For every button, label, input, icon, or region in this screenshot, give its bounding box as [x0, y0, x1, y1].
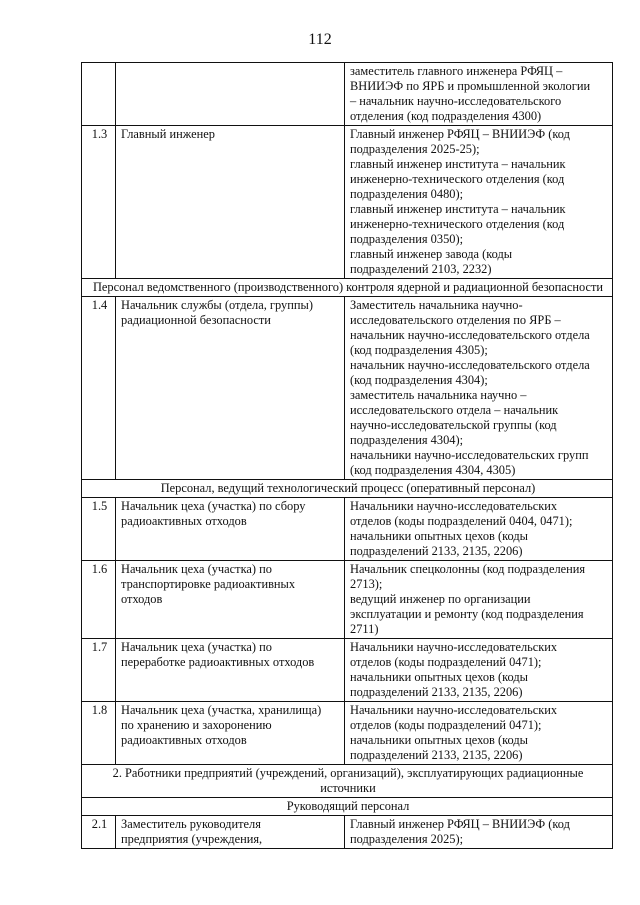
section-title: Руководящий персонал	[82, 798, 613, 816]
row-number: 1.5	[82, 498, 116, 561]
unit-line: начальники опытных цехов (коды	[350, 733, 528, 747]
unit-line: начальники опытных цехов (коды	[350, 529, 528, 543]
unit-line: подразделения 4304);	[350, 433, 464, 447]
position-line: радиоактивных отходов	[121, 514, 247, 528]
unit-line: научно-исследовательской группы (код	[350, 418, 557, 432]
section-header-row	[82, 798, 613, 816]
units-cell	[345, 816, 613, 849]
position-line: Начальник цеха (участка) по	[121, 640, 272, 654]
unit-line: ВНИИЭФ по ЯРБ и промышленной экологии	[350, 79, 591, 93]
unit-line: заместитель начальника научно –	[350, 388, 527, 402]
unit-line: подразделения 0350);	[350, 232, 464, 246]
section-header-row	[82, 480, 613, 498]
unit-line: главный инженер завода (коды	[350, 247, 513, 261]
table-row	[82, 561, 613, 639]
unit-line: подразделения 2025);	[350, 832, 464, 846]
unit-line: 2713);	[350, 577, 383, 591]
unit-line: подразделений 2133, 2135, 2206)	[350, 544, 523, 558]
unit-line: Начальники научно-исследовательских	[350, 703, 558, 717]
unit-line: – начальник научно-исследовательского	[350, 94, 562, 108]
row-number: 1.4	[82, 297, 116, 480]
position-cell	[116, 297, 345, 480]
unit-line: Заместитель начальника научно-	[350, 298, 523, 312]
unit-line: Начальники научно-исследовательских	[350, 499, 558, 513]
position-cell: Главный инженер	[116, 126, 345, 279]
unit-line: Главный инженер РФЯЦ – ВНИИЭФ (код	[350, 127, 570, 141]
unit-line: инженерно-технического отделения (код	[350, 172, 565, 186]
unit-line: начальник научно-исследовательского отдела	[350, 328, 590, 342]
unit-line: главный инженер института – начальник	[350, 157, 566, 171]
unit-line: отделов (коды подразделений 0404, 0471);	[350, 514, 573, 528]
units-cell	[345, 297, 613, 480]
section-title: 2. Работники предприятий (учреждений, организаций), эксплуатирующих радиационные источники	[82, 765, 613, 798]
row-number: 2.1	[82, 816, 116, 849]
row-number: 1.3	[82, 126, 116, 279]
row-number	[82, 63, 116, 126]
position-cell	[116, 702, 345, 765]
unit-line: подразделения 0480);	[350, 187, 464, 201]
unit-line: исследовательского отдела – начальник	[350, 403, 559, 417]
table-row	[82, 639, 613, 702]
unit-line: начальник научно-исследовательского отдела	[350, 358, 590, 372]
section-header-row	[82, 765, 613, 798]
table-row	[82, 498, 613, 561]
section-title: Персонал, ведущий технологический процесс (оперативный персонал)	[82, 480, 613, 498]
position-line: Начальник службы (отдела, группы)	[121, 298, 313, 312]
table-row	[82, 702, 613, 765]
unit-line: отделов (коды подразделений 0471);	[350, 655, 542, 669]
page-number: 112	[308, 31, 332, 48]
table-row	[82, 126, 613, 279]
position-line: Начальник цеха (участка) по	[121, 562, 272, 576]
position-line: Заместитель руководителя	[121, 817, 261, 831]
units-cell	[345, 498, 613, 561]
unit-line: (код подразделения 4304);	[350, 373, 488, 387]
units-cell	[345, 126, 613, 279]
position-line: радиационной безопасности	[121, 313, 271, 327]
position-line: Начальник цеха (участка) по сбору	[121, 499, 306, 513]
unit-line: инженерно-технического отделения (код	[350, 217, 565, 231]
unit-line: Начальник спецколонны (код подразделения	[350, 562, 586, 576]
row-number: 1.6	[82, 561, 116, 639]
unit-line: исследовательского отделения по ЯРБ –	[350, 313, 561, 327]
position-cell	[116, 561, 345, 639]
staff-positions-table	[81, 62, 613, 849]
position-cell	[116, 816, 345, 849]
position-cell	[116, 639, 345, 702]
unit-line: подразделений 2133, 2135, 2206)	[350, 685, 523, 699]
units-cell	[345, 63, 613, 126]
units-cell	[345, 639, 613, 702]
unit-line: Главный инженер РФЯЦ – ВНИИЭФ (код	[350, 817, 570, 831]
position-line: Начальник цеха (участка, хранилища)	[121, 703, 322, 717]
unit-line: подразделения 2025-25);	[350, 142, 480, 156]
table-row	[82, 63, 613, 126]
position-cell	[116, 63, 345, 126]
section-header-row	[82, 279, 613, 297]
position-line: по хранению и захоронению	[121, 718, 272, 732]
unit-line: (код подразделения 4305);	[350, 343, 488, 357]
unit-line: (код подразделения 4304, 4305)	[350, 463, 516, 477]
units-cell	[345, 561, 613, 639]
position-line: радиоактивных отходов	[121, 733, 247, 747]
unit-line: эксплуатации и ремонту (код подразделения	[350, 607, 584, 621]
unit-line: главный инженер института – начальник	[350, 202, 566, 216]
unit-line: подразделений 2133, 2135, 2206)	[350, 748, 523, 762]
table-row	[82, 816, 613, 849]
unit-line: отделения (код подразделения 4300)	[350, 109, 542, 123]
unit-line: заместитель главного инженера РФЯЦ –	[350, 64, 563, 78]
position-line: транспортировке радиоактивных	[121, 577, 296, 591]
position-cell	[116, 498, 345, 561]
position-line: предприятия (учреждения,	[121, 832, 263, 846]
row-number: 1.7	[82, 639, 116, 702]
unit-line: отделов (коды подразделений 0471);	[350, 718, 542, 732]
position-line: отходов	[121, 592, 163, 606]
unit-line: начальники опытных цехов (коды	[350, 670, 528, 684]
position-line: переработке радиоактивных отходов	[121, 655, 315, 669]
row-number: 1.8	[82, 702, 116, 765]
table-row	[82, 297, 613, 480]
unit-line: 2711)	[350, 622, 379, 636]
unit-line: ведущий инженер по организации	[350, 592, 531, 606]
unit-line: Начальники научно-исследовательских	[350, 640, 558, 654]
unit-line: подразделений 2103, 2232)	[350, 262, 492, 276]
unit-line: начальники научно-исследовательских групп	[350, 448, 589, 462]
section-title: Персонал ведомственного (производственного) контроля ядерной и радиационной безопасности	[82, 279, 613, 297]
units-cell	[345, 702, 613, 765]
